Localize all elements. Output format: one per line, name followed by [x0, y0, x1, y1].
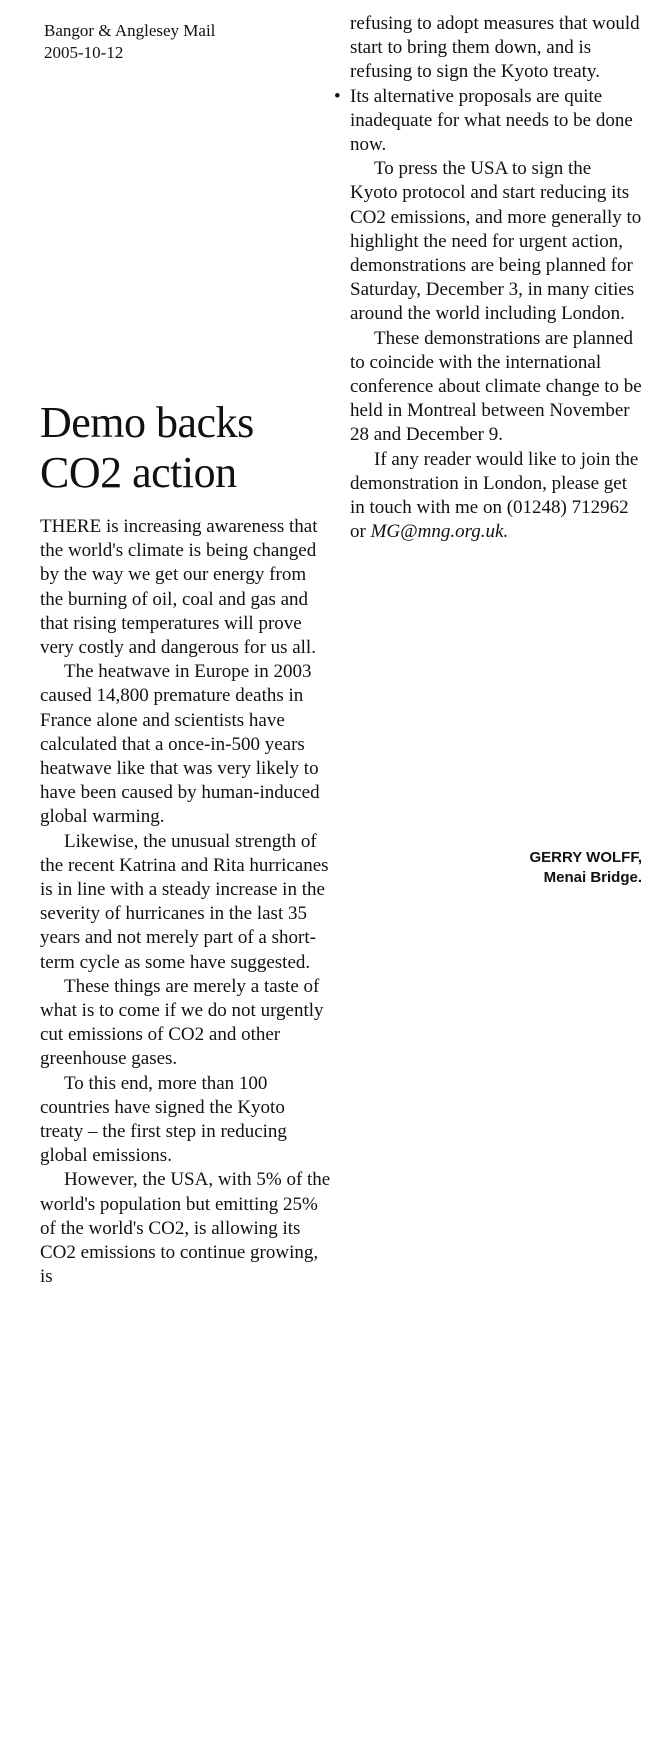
paragraph-9	[350, 448, 642, 545]
signature	[350, 848, 642, 888]
publication-name: Bangor & Anglesey Mail	[44, 21, 216, 40]
paragraph-6: However, the USA, with 5% of the world's population but emitting 25% of the world's CO2, is allowing its CO2 emissions to continue growing, is	[40, 1169, 331, 1288]
right-column	[334, 12, 642, 544]
bullet-item	[334, 85, 642, 158]
paragraph-7: To press the USA to sign the Kyoto protocol and start reducing its CO2 emissions, and more generally to highlight the need for urgent action, demonstrations are being planned for Saturday, December 3, in many cities around the world including London.	[350, 158, 642, 325]
headline	[40, 398, 310, 498]
paragraph-5: To this end, more than 100 countries have signed the Kyoto treaty – the first step in reducing global emissions.	[40, 1072, 287, 1167]
email-address: MG@mng.org.uk.	[370, 521, 509, 543]
paragraph-8: These demonstrations are planned to coincide with the international conference about climate change to be held in Montreal between November 28 and December 9.	[350, 327, 642, 446]
paragraph-continued: refusing to adopt measures that would start to bring them down, and is refusing to sign the Kyoto treaty.	[350, 13, 640, 83]
paragraph-9-text: If any reader would like to join the demonstration in London, please get in touch with me on (01248) 712962 or	[350, 448, 639, 543]
left-column	[40, 515, 332, 1290]
bullet-icon: •	[334, 85, 341, 107]
headline-line-1: Demo backs	[40, 398, 254, 447]
bullet-text: Its alternative proposals are quite inadequate for what needs to be done now.	[350, 85, 633, 156]
paragraph-2: The heatwave in Europe in 2003 caused 14,800 premature deaths in France alone and scientists have calculated that a once-in-500 years heatwave like that was very likely to have been caused by human-induced global warming.	[40, 661, 320, 828]
signature-place: Menai Bridge.	[543, 869, 642, 886]
paragraph-4: These things are merely a taste of what is to come if we do not urgently cut emissions of CO2 and other greenhouse gases.	[40, 975, 324, 1070]
paragraph-1: THERE is increasing awareness that the world's climate is being changed by the way we get our energy from the burning of oil, coal and gas and that rising temperatures will prove very costly and dangerous for us all.	[40, 516, 318, 659]
signature-name: GERRY WOLFF,	[529, 849, 642, 866]
publication-date: 2005-10-12	[44, 43, 124, 62]
headline-line-2: CO2 action	[40, 448, 237, 497]
masthead	[44, 20, 284, 64]
paragraph-3: Likewise, the unusual strength of the recent Katrina and Rita hurricanes is in line with a steady increase in the severity of hurricanes in the last 35 years and not merely part of a short-term cycle as some have suggested.	[40, 830, 329, 973]
